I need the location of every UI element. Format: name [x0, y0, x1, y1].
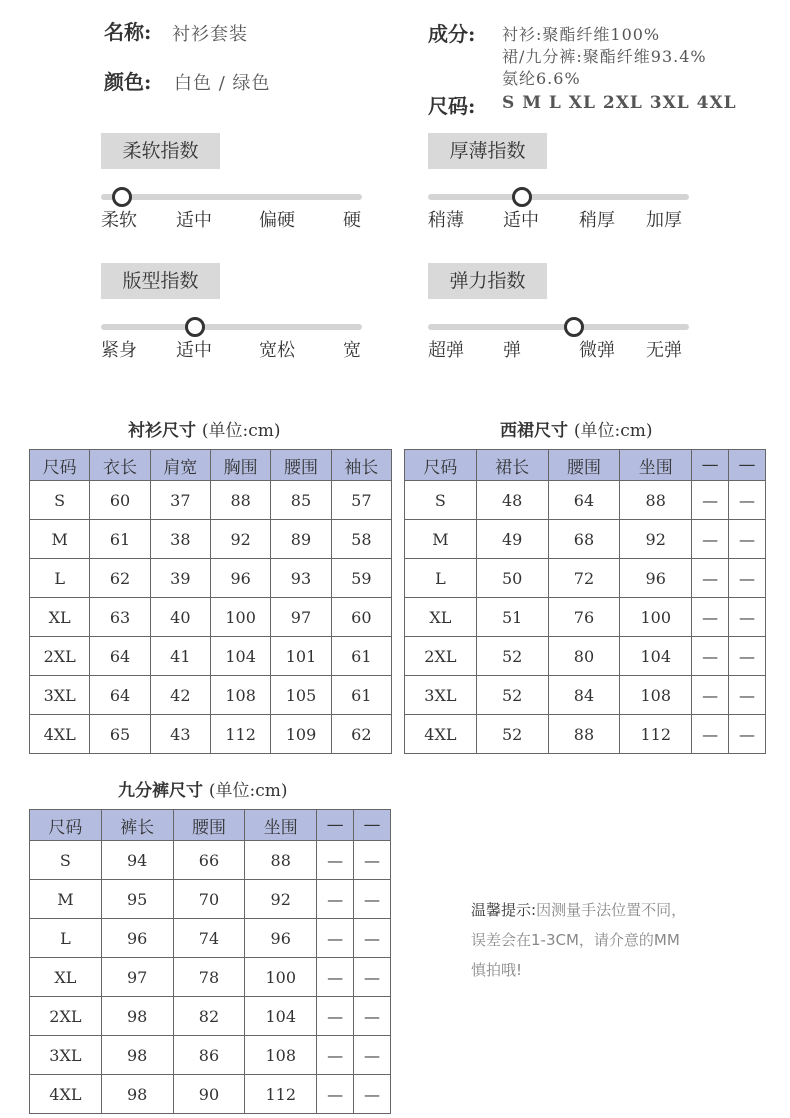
softness-index-track [101, 194, 362, 200]
table-cell: 92 [245, 880, 317, 919]
table-header-cell: 尺码 [30, 450, 90, 481]
table-cell: — [692, 559, 729, 598]
shirt-table-title [128, 416, 281, 441]
fit-scale-label: 宽 [343, 340, 361, 361]
table-cell: 104 [210, 637, 270, 676]
table-row [30, 676, 392, 715]
shirt-table-unit: (单位:cm) [201, 421, 281, 441]
table-cell: 4XL [30, 1075, 102, 1114]
table-cell: 63 [90, 598, 150, 637]
notice-line-2: 误差会在1-3CM，请介意的MM [471, 931, 680, 949]
table-header-cell: 裤长 [101, 810, 173, 841]
softness-index-title: 柔软指数 [101, 133, 220, 169]
table-cell: L [405, 559, 477, 598]
thickness-scale-label: 稍薄 [428, 210, 464, 231]
table-cell: 41 [150, 637, 210, 676]
table-header-row [405, 450, 766, 481]
table-cell: 3XL [405, 676, 477, 715]
elasticity-scale-label: 无弹 [646, 340, 682, 361]
table-header-cell: — [354, 810, 391, 841]
table-cell: 92 [210, 520, 270, 559]
table-row [30, 958, 391, 997]
table-cell: 88 [620, 481, 692, 520]
table-cell: 104 [245, 997, 317, 1036]
table-cell: — [692, 520, 729, 559]
table-cell: 100 [620, 598, 692, 637]
fit-scale-label: 紧身 [101, 340, 137, 361]
table-cell: 80 [548, 637, 620, 676]
table-cell: 42 [150, 676, 210, 715]
table-cell: — [692, 715, 729, 754]
fit-index-knob [185, 317, 205, 337]
table-cell: 4XL [30, 715, 90, 754]
thickness-scale-label: 适中 [503, 210, 539, 231]
table-row [405, 481, 766, 520]
table-cell: 51 [476, 598, 548, 637]
table-cell: 4XL [405, 715, 477, 754]
table-cell: 59 [331, 559, 391, 598]
table-cell: S [405, 481, 477, 520]
notice [471, 895, 771, 985]
table-cell: 2XL [405, 637, 477, 676]
table-cell: 76 [548, 598, 620, 637]
table-cell: 60 [90, 481, 150, 520]
notice-label: 温馨提示: [471, 901, 537, 919]
color-value: 白色 / 绿色 [174, 73, 271, 94]
pants-table-name: 九分裤尺寸 [118, 781, 203, 801]
color-label: 颜色: [104, 70, 152, 94]
table-cell: 64 [90, 676, 150, 715]
table-cell: M [30, 880, 102, 919]
softness-scale-label: 偏硬 [259, 210, 295, 231]
table-cell: 68 [548, 520, 620, 559]
softness-scale-label: 硬 [343, 210, 361, 231]
table-cell: 95 [101, 880, 173, 919]
table-cell: 100 [210, 598, 270, 637]
table-cell: L [30, 919, 102, 958]
table-cell: 84 [548, 676, 620, 715]
table-header-cell: 腰围 [173, 810, 245, 841]
table-row [30, 559, 392, 598]
table-cell: — [317, 841, 354, 880]
table-cell: 112 [620, 715, 692, 754]
table-cell: XL [405, 598, 477, 637]
table-header-cell: 坐围 [245, 810, 317, 841]
table-cell: — [354, 919, 391, 958]
softness-scale-label: 适中 [176, 210, 212, 231]
table-cell: M [30, 520, 90, 559]
elasticity-scale-label: 超弹 [428, 340, 464, 361]
table-cell: — [317, 997, 354, 1036]
table-cell: 112 [210, 715, 270, 754]
table-row [405, 715, 766, 754]
table-cell: 108 [620, 676, 692, 715]
table-cell: — [692, 598, 729, 637]
table-row [405, 598, 766, 637]
skirt-size-table [404, 449, 766, 754]
table-row [30, 520, 392, 559]
table-cell: 48 [476, 481, 548, 520]
table-cell: 98 [101, 997, 173, 1036]
pants-table-title [118, 776, 288, 801]
thickness-index-title: 厚薄指数 [428, 133, 547, 169]
table-cell: 96 [245, 919, 317, 958]
table-cell: 64 [548, 481, 620, 520]
table-cell: 78 [173, 958, 245, 997]
composition-line-3: 氨纶6.6% [502, 69, 581, 88]
table-cell: — [317, 1036, 354, 1075]
table-cell: 101 [271, 637, 331, 676]
thickness-index-track [428, 194, 689, 200]
pants-size-table [29, 809, 391, 1114]
table-cell: — [729, 598, 766, 637]
table-header-cell: 尺码 [405, 450, 477, 481]
table-cell: 3XL [30, 1036, 102, 1075]
table-cell: — [692, 676, 729, 715]
table-cell: 3XL [30, 676, 90, 715]
table-cell: 38 [150, 520, 210, 559]
table-row [405, 520, 766, 559]
table-cell: 43 [150, 715, 210, 754]
fit-index-track [101, 324, 362, 330]
table-row [405, 637, 766, 676]
table-cell: 109 [271, 715, 331, 754]
table-cell: XL [30, 598, 90, 637]
table-cell: — [317, 1075, 354, 1114]
table-cell: M [405, 520, 477, 559]
table-cell: 90 [173, 1075, 245, 1114]
table-cell: 40 [150, 598, 210, 637]
table-row [30, 715, 392, 754]
table-cell: 52 [476, 676, 548, 715]
table-header-cell: 肩宽 [150, 450, 210, 481]
table-header-cell: 衣长 [90, 450, 150, 481]
size-label: 尺码: [428, 94, 476, 118]
table-cell: 62 [331, 715, 391, 754]
table-cell: 108 [210, 676, 270, 715]
skirt-table-unit: (单位:cm) [573, 421, 653, 441]
table-cell: — [354, 958, 391, 997]
pants-table-unit: (单位:cm) [208, 781, 288, 801]
table-cell: 50 [476, 559, 548, 598]
fit-scale-label: 适中 [176, 340, 212, 361]
table-row [30, 841, 391, 880]
notice-line-3: 慎拍哦! [471, 961, 523, 979]
table-header-cell: 袖长 [331, 450, 391, 481]
table-header-cell: 腰围 [271, 450, 331, 481]
table-header-cell: — [692, 450, 729, 481]
table-cell: 88 [210, 481, 270, 520]
table-cell: — [729, 676, 766, 715]
table-cell: 61 [331, 637, 391, 676]
table-cell: 92 [620, 520, 692, 559]
table-cell: — [354, 880, 391, 919]
fit-scale-label: 宽松 [259, 340, 295, 361]
table-cell: — [317, 919, 354, 958]
table-cell: — [354, 1036, 391, 1075]
table-cell: 97 [271, 598, 331, 637]
table-header-cell: — [317, 810, 354, 841]
table-cell: L [30, 559, 90, 598]
table-cell: 2XL [30, 997, 102, 1036]
table-cell: 2XL [30, 637, 90, 676]
elasticity-scale-label: 微弹 [579, 340, 615, 361]
table-header-cell: 坐围 [620, 450, 692, 481]
table-cell: 86 [173, 1036, 245, 1075]
name-value: 衬衫套装 [172, 24, 248, 45]
table-row [30, 1036, 391, 1075]
table-cell: 70 [173, 880, 245, 919]
table-cell: 100 [245, 958, 317, 997]
table-header-row [30, 450, 392, 481]
table-cell: 52 [476, 715, 548, 754]
table-header-cell: 尺码 [30, 810, 102, 841]
table-cell: — [692, 637, 729, 676]
elasticity-index-title: 弹力指数 [428, 263, 547, 299]
table-cell: 66 [173, 841, 245, 880]
table-cell: 58 [331, 520, 391, 559]
table-header-cell: 胸围 [210, 450, 270, 481]
table-cell: 82 [173, 997, 245, 1036]
table-cell: 52 [476, 637, 548, 676]
table-cell: 88 [548, 715, 620, 754]
composition-line-2: 裙/九分裤:聚酯纤维93.4% [502, 47, 707, 66]
table-header-cell: 裙长 [476, 450, 548, 481]
table-cell: 89 [271, 520, 331, 559]
shirt-size-table [29, 449, 392, 754]
table-cell: — [729, 559, 766, 598]
table-cell: XL [30, 958, 102, 997]
table-row [30, 919, 391, 958]
table-row [30, 481, 392, 520]
softness-index-knob [112, 187, 132, 207]
table-cell: 112 [245, 1075, 317, 1114]
table-cell: 74 [173, 919, 245, 958]
table-cell: — [354, 997, 391, 1036]
table-cell: — [317, 958, 354, 997]
table-cell: 39 [150, 559, 210, 598]
table-cell: S [30, 481, 90, 520]
table-cell: 62 [90, 559, 150, 598]
table-row [30, 637, 392, 676]
table-cell: — [692, 481, 729, 520]
softness-scale-label: 柔软 [101, 210, 137, 231]
table-header-row [30, 810, 391, 841]
name-label: 名称: [104, 20, 152, 44]
table-cell: — [317, 880, 354, 919]
thickness-index-knob [512, 187, 532, 207]
table-cell: 61 [90, 520, 150, 559]
table-cell: 37 [150, 481, 210, 520]
table-cell: S [30, 841, 102, 880]
table-cell: — [729, 715, 766, 754]
table-cell: 64 [90, 637, 150, 676]
table-cell: 94 [101, 841, 173, 880]
table-cell: 60 [331, 598, 391, 637]
table-cell: 49 [476, 520, 548, 559]
table-cell: 85 [271, 481, 331, 520]
thickness-scale-label: 稍厚 [579, 210, 615, 231]
notice-line-1: 因测量手法位置不同， [536, 901, 687, 919]
table-row [405, 676, 766, 715]
table-row [30, 880, 391, 919]
thickness-scale-label: 加厚 [646, 210, 682, 231]
table-cell: 104 [620, 637, 692, 676]
table-cell: 88 [245, 841, 317, 880]
size-value: S M L XL 2XL 3XL 4XL [502, 93, 737, 113]
table-header-cell: — [729, 450, 766, 481]
table-cell: 61 [331, 676, 391, 715]
table-cell: — [354, 841, 391, 880]
composition-line-1: 衬衫:聚酯纤维100% [502, 25, 661, 44]
composition-label: 成分: [428, 22, 476, 46]
table-cell: 98 [101, 1036, 173, 1075]
table-cell: — [729, 637, 766, 676]
table-cell: 57 [331, 481, 391, 520]
table-cell: 96 [101, 919, 173, 958]
table-cell: 98 [101, 1075, 173, 1114]
table-cell: — [354, 1075, 391, 1114]
table-cell: 105 [271, 676, 331, 715]
table-row [30, 997, 391, 1036]
skirt-table-title [500, 416, 653, 441]
skirt-table-name: 西裙尺寸 [500, 421, 568, 441]
table-cell: 96 [620, 559, 692, 598]
table-row [30, 598, 392, 637]
table-cell: 96 [210, 559, 270, 598]
table-cell: — [729, 520, 766, 559]
table-cell: 108 [245, 1036, 317, 1075]
fit-index-title: 版型指数 [101, 263, 220, 299]
elasticity-index-knob [564, 317, 584, 337]
table-cell: — [729, 481, 766, 520]
elasticity-scale-label: 弹 [503, 340, 521, 361]
shirt-table-name: 衬衫尺寸 [128, 421, 196, 441]
table-cell: 65 [90, 715, 150, 754]
elasticity-index-track [428, 324, 689, 330]
table-row [30, 1075, 391, 1114]
table-cell: 72 [548, 559, 620, 598]
table-cell: 93 [271, 559, 331, 598]
table-row [405, 559, 766, 598]
table-cell: 97 [101, 958, 173, 997]
table-header-cell: 腰围 [548, 450, 620, 481]
